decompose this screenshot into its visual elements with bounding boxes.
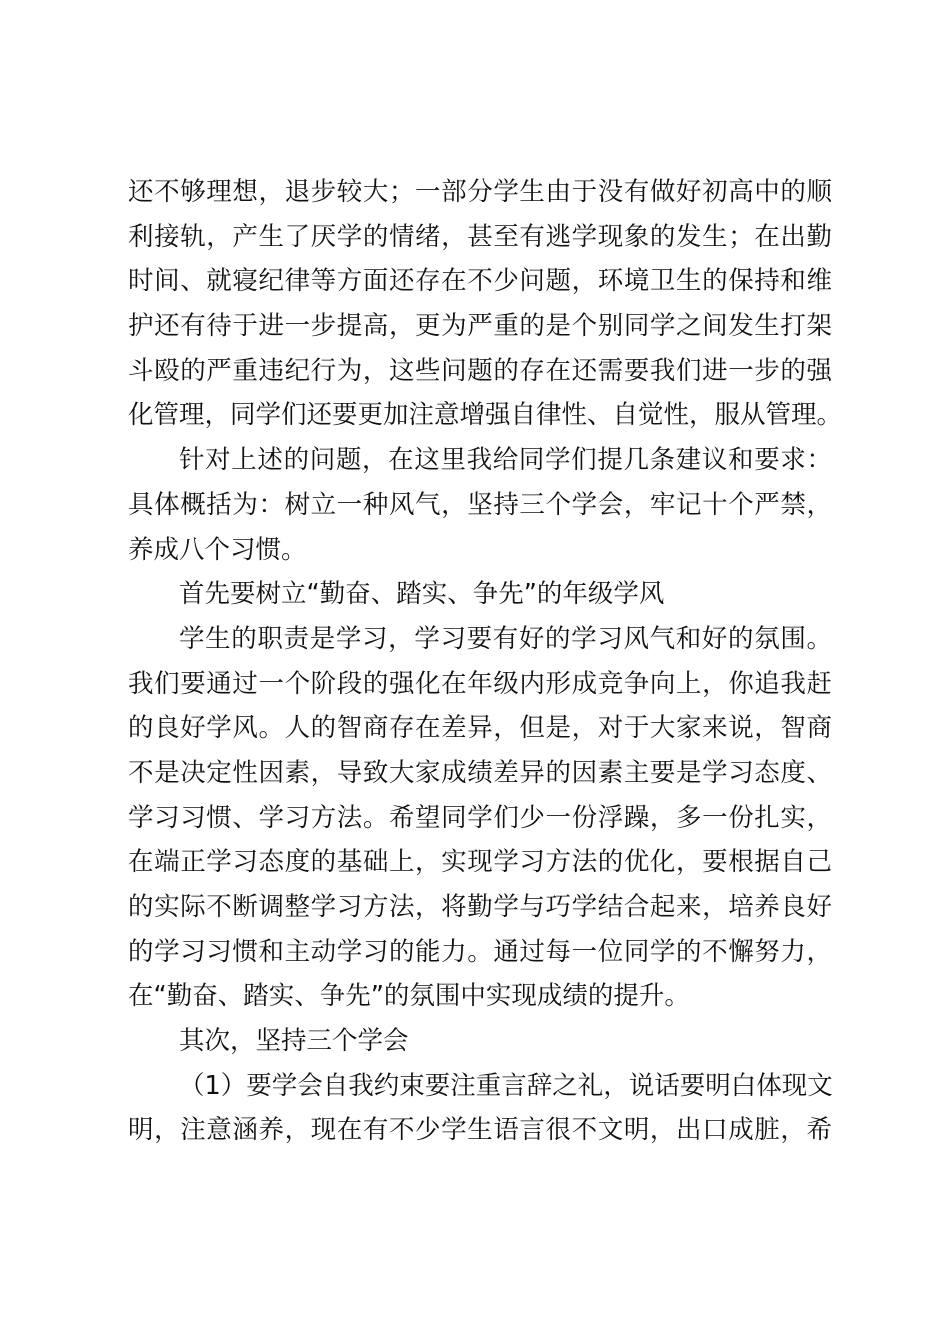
text-line: 护还有待于进一步提高，更为严重的是个别同学之间发生打架 [128, 311, 832, 342]
text-line: 不是决定性因素，导致大家成绩差异的因素主要是学习态度、 [128, 757, 832, 788]
text-line: 针对上述的问题，在这里我给同学们提几条建议和要求： [179, 445, 832, 476]
text-line: 我们要通过一个阶段的强化在年级内形成竞争向上，你追我赶 [128, 668, 832, 699]
text-line: 斗殴的严重违纪行为，这些问题的存在还需要我们进一步的强 [128, 355, 832, 386]
text-line: 具体概括为：树立一种风气，坚持三个学会，牢记十个严禁， [128, 489, 832, 520]
text-line: 还不够理想，退步较大；一部分学生由于没有做好初高中的顺 [128, 177, 832, 207]
text-line: 其次，坚持三个学会 [179, 1026, 409, 1057]
text-line: 在“勤奋、踏实、争先”的氛围中实现成绩的提升。 [128, 981, 690, 1012]
text-line: 的学习习惯和主动学习的能力。通过每一位同学的不懈努力， [128, 936, 832, 967]
text-line: 的良好学风。人的智商存在差异，但是，对于大家来说，智商 [128, 713, 832, 744]
text-line: （1）要学会自我约束要注重言辞之礼，说话要明白体现文 [179, 1070, 833, 1101]
text-line: 养成八个习惯。 [128, 534, 307, 565]
text-line: 明，注意涵养，现在有不少学生语言很不文明，出口成脏，希 [128, 1115, 832, 1146]
text-line: 化管理，同学们还要更加注意增强自律性、自觉性，服从管理。 [128, 400, 843, 431]
text-line: 学习习惯、学习方法。希望同学们少一份浮躁，多一份扎实， [128, 802, 832, 833]
text-line: 首先要树立“勤奋、踏实、争先”的年级学风 [179, 579, 665, 610]
text-line: 在端正学习态度的基础上，实现学习方法的优化，要根据自己 [128, 847, 832, 878]
document-body [128, 170, 843, 1153]
text-line: 的实际不断调整学习方法，将勤学与巧学结合起来，培养良好 [128, 892, 832, 922]
text-line: 利接轨，产生了厌学的情绪，甚至有逃学现象的发生；在出勤 [128, 221, 832, 252]
text-line: 学生的职责是学习，学习要有好的学习风气和好的氛围。 [179, 623, 832, 654]
text-line: 时间、就寝纪律等方面还存在不少问题，环境卫生的保持和维 [128, 266, 832, 297]
